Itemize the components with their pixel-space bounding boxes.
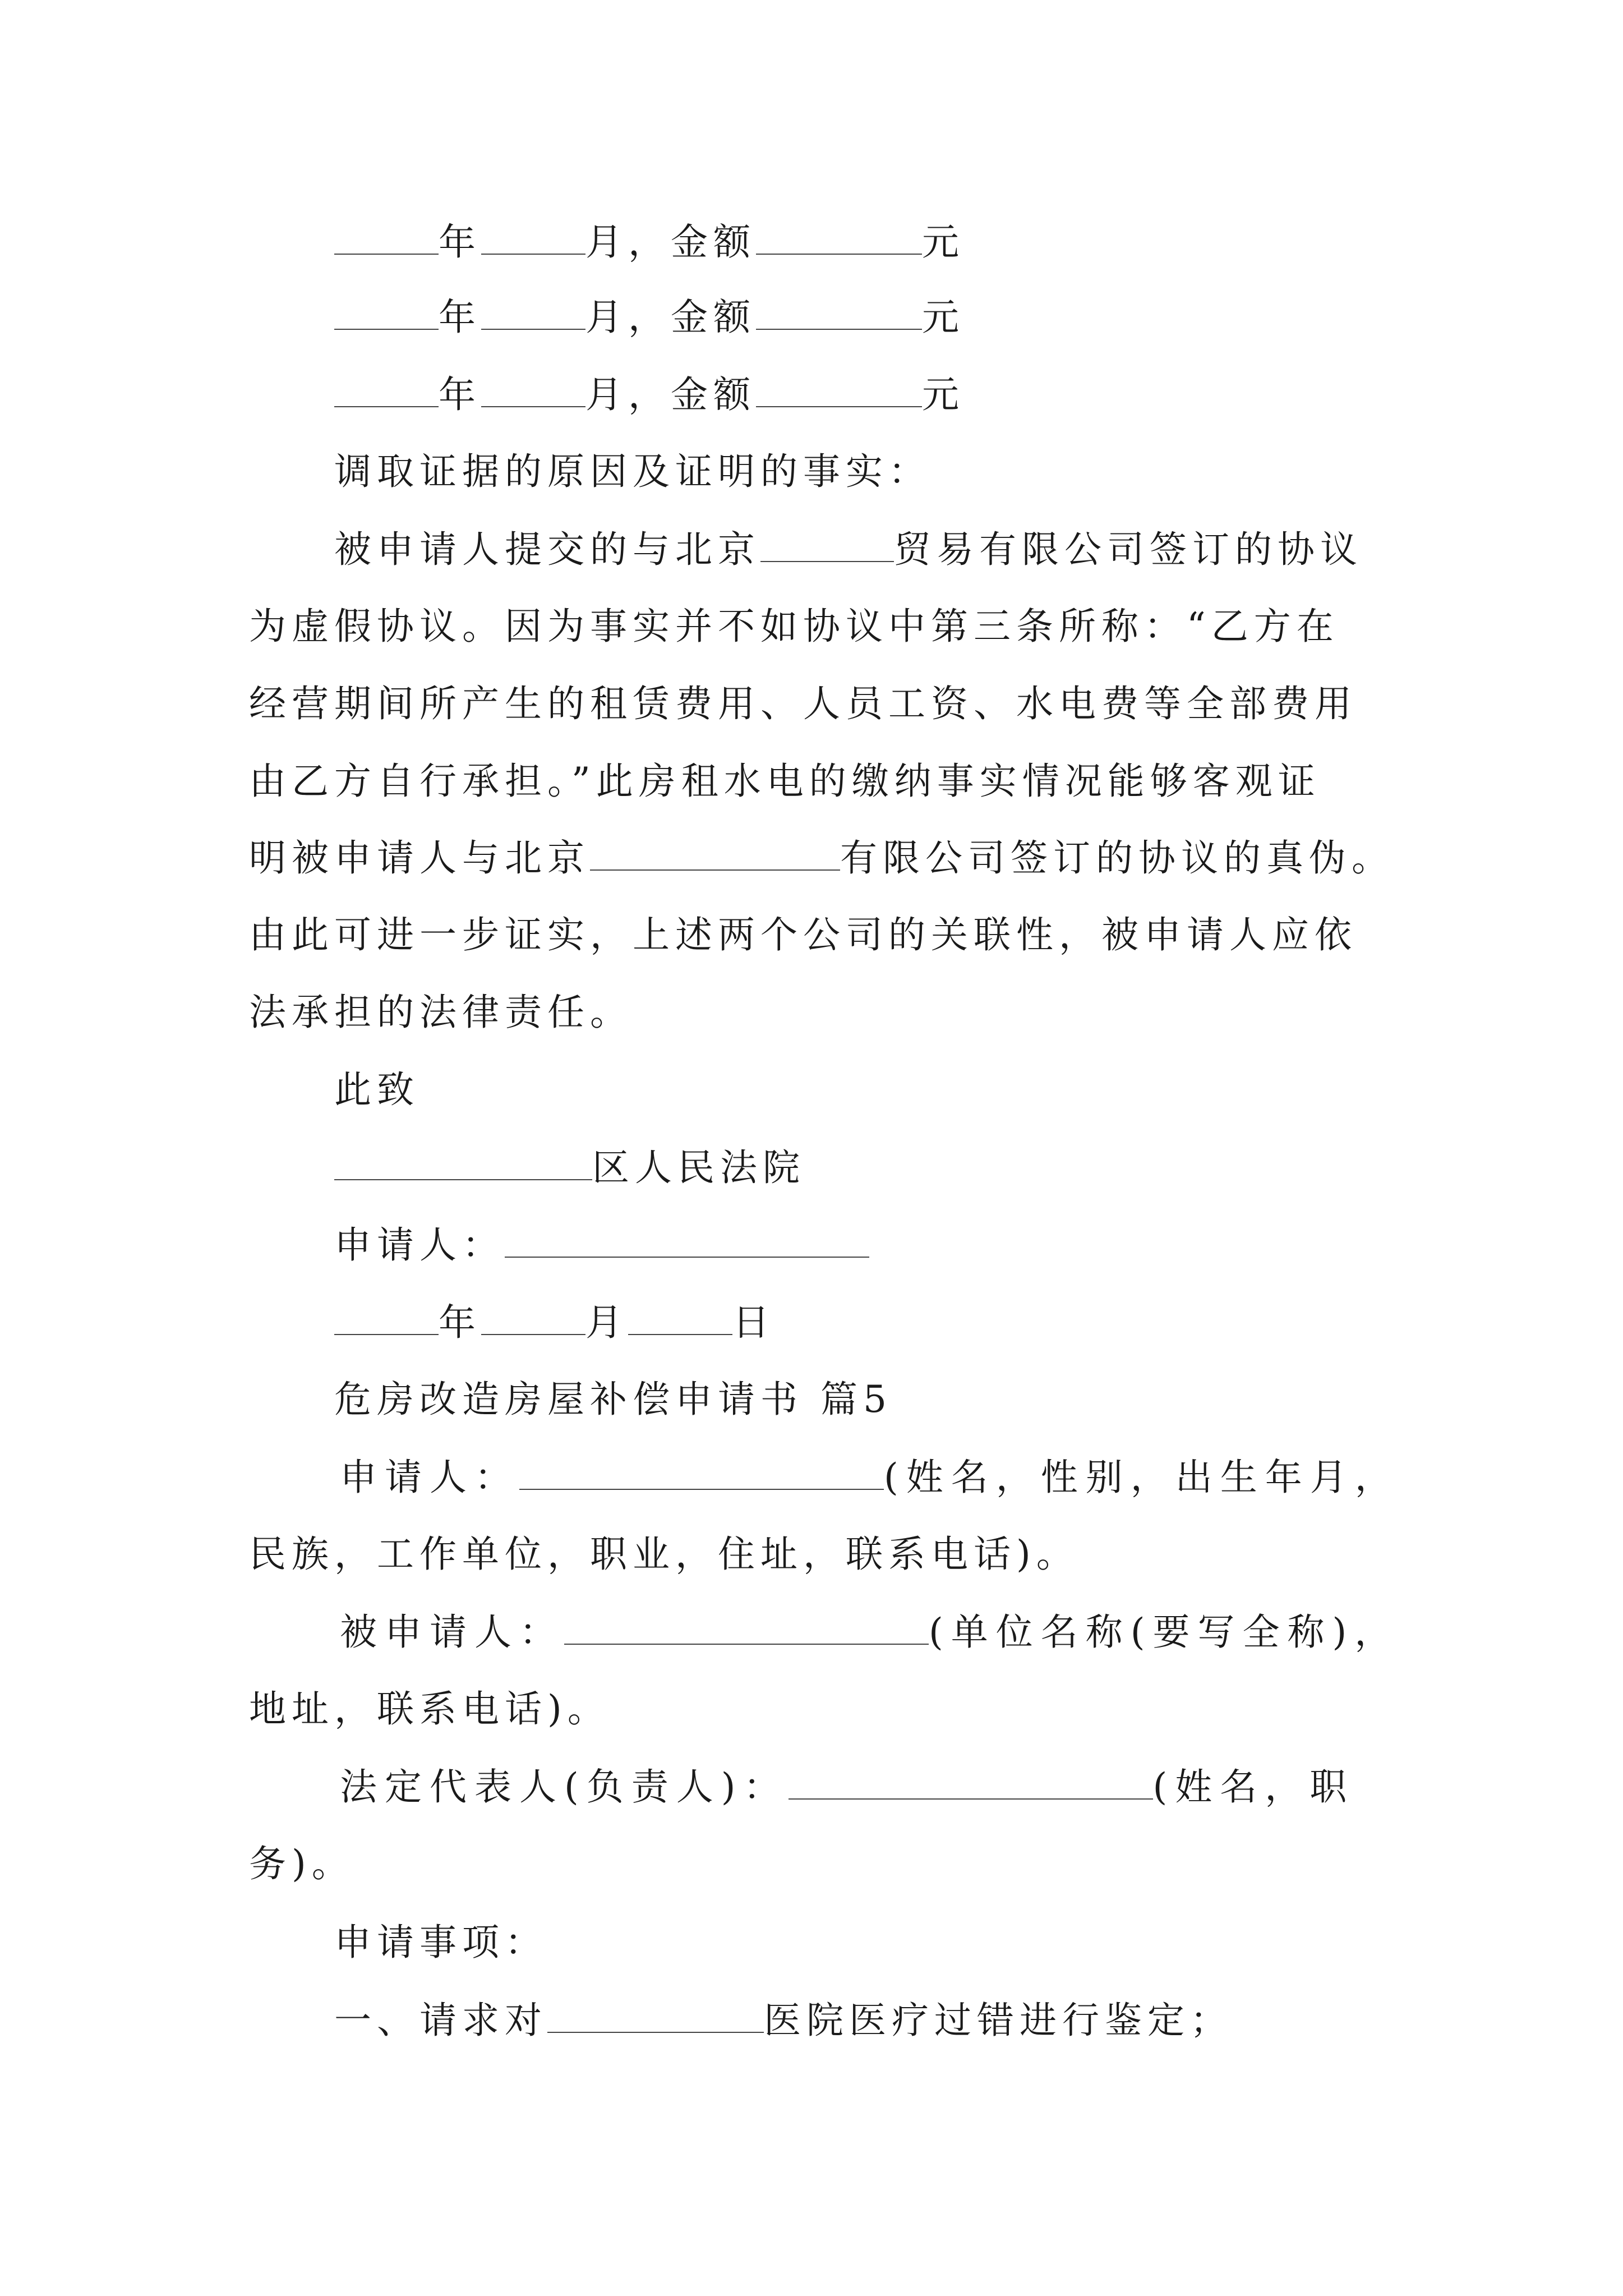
paragraph-line: 务)。 <box>249 1842 354 1885</box>
blank-applicant <box>519 1458 884 1490</box>
text-segment: 年 <box>439 1301 481 1344</box>
text-segment: 日 <box>732 1301 775 1344</box>
text-month-amount: 月，金额 <box>585 373 756 416</box>
blank-amount <box>756 223 922 255</box>
blank-year <box>334 376 439 407</box>
blank-company <box>590 839 840 871</box>
text-segment: (单位名称(要写全称)， <box>929 1611 1400 1654</box>
blank-month <box>481 298 585 330</box>
blank-amount <box>756 298 922 330</box>
text-segment: (姓名，职 <box>1152 1765 1355 1809</box>
text-segment: 明被申请人与北京 <box>249 836 590 880</box>
blank-year <box>334 298 439 330</box>
blank-year <box>334 1304 439 1335</box>
paragraph-line: 经营期间所产生的租赁费用、人员工资、水电费等全部费用 <box>249 682 1357 725</box>
text-segment: 被申请人提交的与北京 <box>334 528 760 571</box>
application-item-1 <box>334 1999 1233 2042</box>
text-segment: 一、请求对 <box>334 1999 547 2042</box>
blank-month <box>481 223 585 255</box>
blank-day <box>628 1304 732 1335</box>
blank-month <box>481 376 585 407</box>
paragraph-line: 地址，联系电话)。 <box>249 1687 610 1731</box>
text-yuan: 元 <box>922 373 965 416</box>
respondent-line <box>340 1611 1400 1654</box>
application-items-heading: 申请事项： <box>334 1921 547 1964</box>
applicant-line <box>340 1456 1400 1499</box>
amount-line-3 <box>334 373 965 416</box>
blank-year <box>334 223 439 255</box>
blank-district <box>334 1149 592 1180</box>
blank-amount <box>756 376 922 407</box>
text-year: 年 <box>439 296 481 339</box>
text-year: 年 <box>439 220 481 264</box>
text-month-amount: 月，金额 <box>585 296 756 339</box>
blank-hospital <box>547 2001 764 2033</box>
text-segment: 法定代表人(负责人)： <box>340 1765 789 1809</box>
paragraph-line: 为虚假协议。因为事实并不如协议中第三条所称：“乙方在 <box>249 605 1339 648</box>
blank-month <box>481 1304 585 1335</box>
section-title: 危房改造房屋补偿申请书 篇5 <box>334 1378 892 1421</box>
blank-applicant <box>505 1226 869 1258</box>
paragraph-line: 由乙方自行承担。”此房租水电的缴纳事实情况能够客观证 <box>249 760 1321 803</box>
legal-representative-line <box>340 1765 1355 1809</box>
text-segment: 被申请人： <box>340 1611 564 1654</box>
text-yuan: 元 <box>922 296 965 339</box>
paragraph-line <box>249 836 1394 880</box>
evidence-reason-heading: 调取证据的原因及证明的事实： <box>334 450 931 493</box>
amount-line-1 <box>334 220 965 264</box>
text-segment: 医院医疗过错进行鉴定； <box>764 1999 1233 2042</box>
blank-respondent <box>564 1613 929 1645</box>
text-month-amount: 月，金额 <box>585 220 756 264</box>
text-segment: 有限公司签订的协议的真伪。 <box>840 836 1394 880</box>
salutation: 此致 <box>334 1068 419 1111</box>
text-segment: 申请人： <box>340 1456 519 1499</box>
court-line <box>334 1146 805 1189</box>
blank-company <box>760 531 894 562</box>
text-segment: (姓名，性别，出生年月， <box>884 1456 1400 1499</box>
text-yuan: 元 <box>922 220 965 264</box>
text-segment: 贸易有限公司签订的协议 <box>894 528 1363 571</box>
text-segment: 区人民法院 <box>592 1146 805 1189</box>
paragraph-line <box>334 528 1363 571</box>
amount-line-2 <box>334 296 965 339</box>
applicant-signature-line <box>334 1223 869 1267</box>
text-segment: 申请人： <box>334 1223 505 1267</box>
blank-representative <box>789 1768 1153 1800</box>
text-year: 年 <box>439 373 481 416</box>
paragraph-line: 由此可进一步证实，上述两个公司的关联性，被申请人应依 <box>249 913 1357 956</box>
paragraph-line: 民族，工作单位，职业，住址，联系电话)。 <box>249 1533 1079 1576</box>
date-line <box>334 1301 775 1344</box>
text-segment: 月 <box>585 1301 628 1344</box>
paragraph-line: 法承担的法律责任。 <box>249 991 633 1034</box>
